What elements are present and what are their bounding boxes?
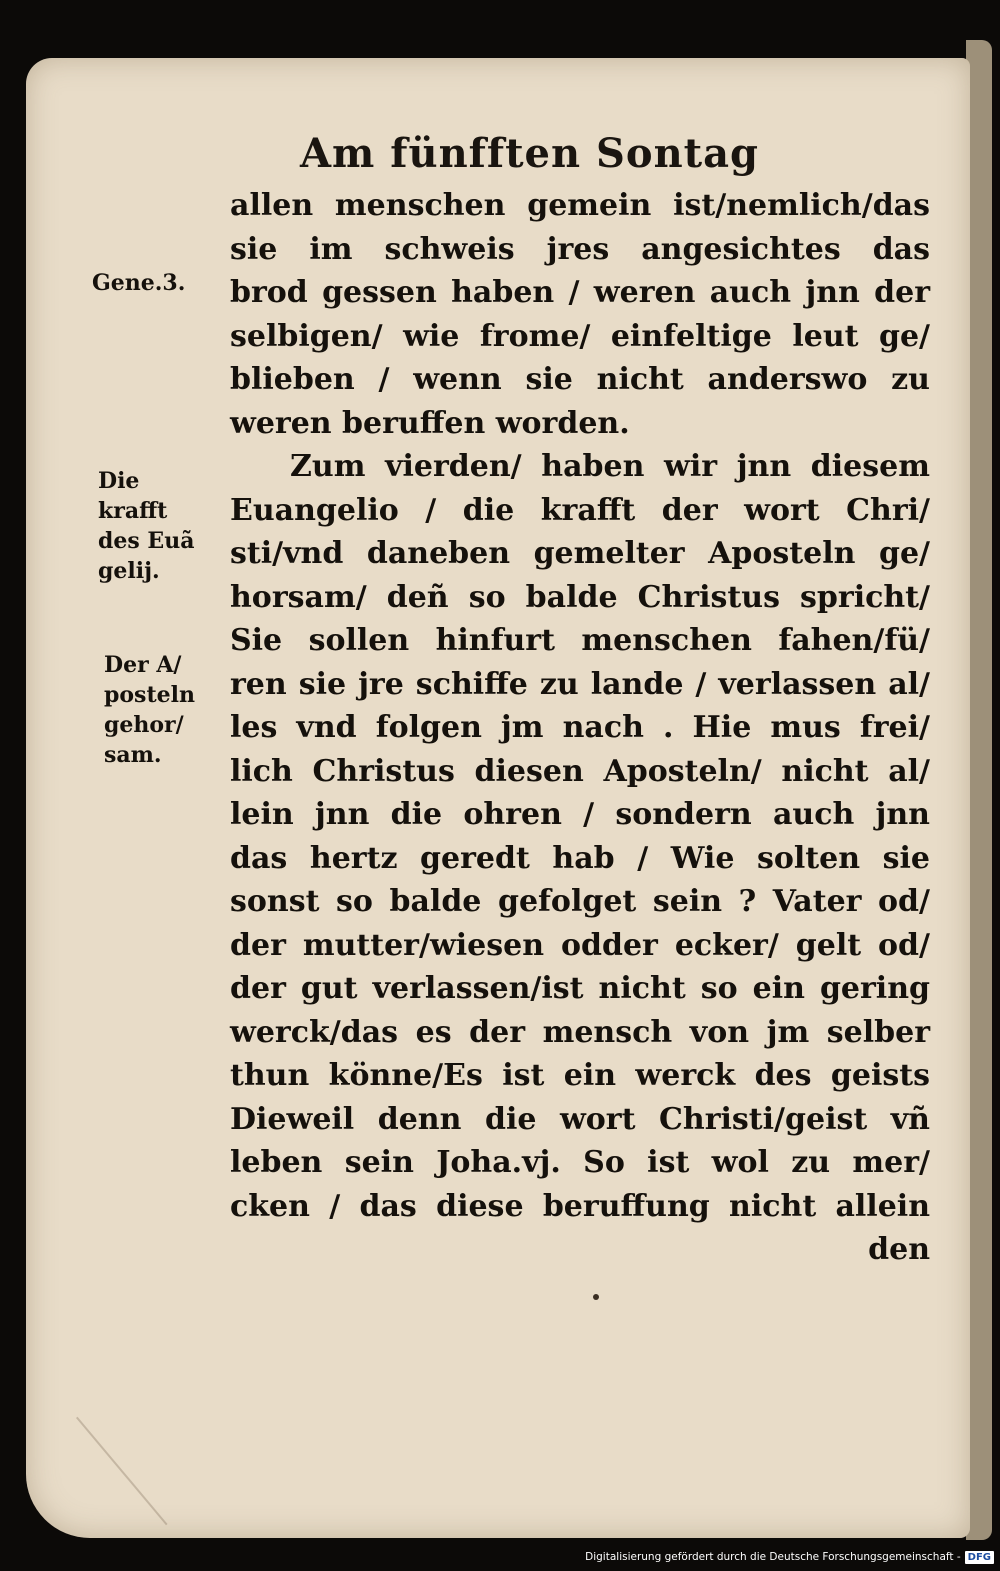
- text-line: blieben / wenn sie nicht anderswo zu: [230, 362, 930, 397]
- credit-text: Digitalisierung gefördert durch die Deutsche Forschungsgemeinschaft -: [585, 1551, 961, 1563]
- text-line: allen menschen gemein ist/nemlich/das: [230, 188, 930, 223]
- text-line: das hertz geredt hab / Wie solten sie: [230, 840, 930, 876]
- text-line: Sie sollen hinfurt menschen fahen/fü/: [230, 623, 930, 658]
- marginal-note-line: gelij.: [98, 558, 160, 584]
- marginal-note-line: Gene.3.: [92, 270, 186, 296]
- text-line: Dieweil denn die wort Christi/geist vñ: [230, 1101, 930, 1137]
- marginal-note-apostel: [104, 650, 195, 770]
- text-line: lein jnn die ohren / sondern auch jnn: [230, 797, 930, 832]
- marginal-note-line: krafft: [98, 498, 168, 524]
- text-line: cken / das diese beruffung nicht allein: [230, 1188, 930, 1224]
- text-line: thun könne/Es ist ein werck des geists: [230, 1058, 930, 1093]
- digitization-credit: [585, 1549, 994, 1565]
- catchword: den: [868, 1232, 930, 1267]
- text-line: lich Christus diesen Aposteln/ nicht al/: [230, 753, 930, 789]
- ink-dot: [593, 1294, 599, 1300]
- dfg-logo: DFG: [965, 1551, 994, 1564]
- body-text: [230, 184, 930, 1272]
- marginal-note-line: des Euã: [98, 528, 195, 554]
- marginal-note-line: Der A/: [104, 652, 182, 678]
- text-line: der mutter/wiesen odder ecker/ gelt od/: [230, 927, 930, 963]
- text-line: weren beruffen worden.: [230, 405, 630, 441]
- marginal-note-gene: [92, 268, 185, 298]
- text-line: horsam/ deñ so balde Christus spricht/: [230, 579, 930, 615]
- page-crease: [76, 1320, 282, 1525]
- marginal-note-line: sam.: [104, 742, 162, 768]
- text-line: sti/vnd daneben gemelter Aposteln ge/: [230, 536, 930, 571]
- text-line: sonst so balde gefolget sein ? Vater od/: [230, 884, 930, 919]
- text-line: Euangelio / die krafft der wort Chri/: [230, 492, 930, 528]
- text-line: leben sein Joha.vj. So ist wol zu mer/: [230, 1145, 930, 1180]
- marginal-note-line: posteln: [104, 682, 195, 708]
- marginal-note-line: gehor/: [104, 712, 184, 738]
- text-line: selbigen/ wie frome/ einfeltige leut ge/: [230, 318, 930, 354]
- text-line: sie im schweis jres angesichtes das: [230, 231, 930, 267]
- text-line: werck/das es der mensch von jm selber: [230, 1014, 930, 1050]
- text-line: Zum vierden/ haben wir jnn diesem: [290, 449, 930, 484]
- running-head: Am fünfften Sontag: [300, 130, 760, 177]
- text-line: les vnd folgen jm nach . Hie mus frei/: [230, 710, 930, 745]
- text-line: brod gessen haben / weren auch jnn der: [230, 275, 930, 310]
- marginal-note-krafft: [98, 466, 194, 586]
- text-line: ren sie jre schiffe zu lande / verlassen al/: [230, 666, 930, 702]
- marginal-note-line: Die: [98, 468, 140, 494]
- text-line: der gut verlassen/ist nicht so ein gering: [230, 971, 930, 1006]
